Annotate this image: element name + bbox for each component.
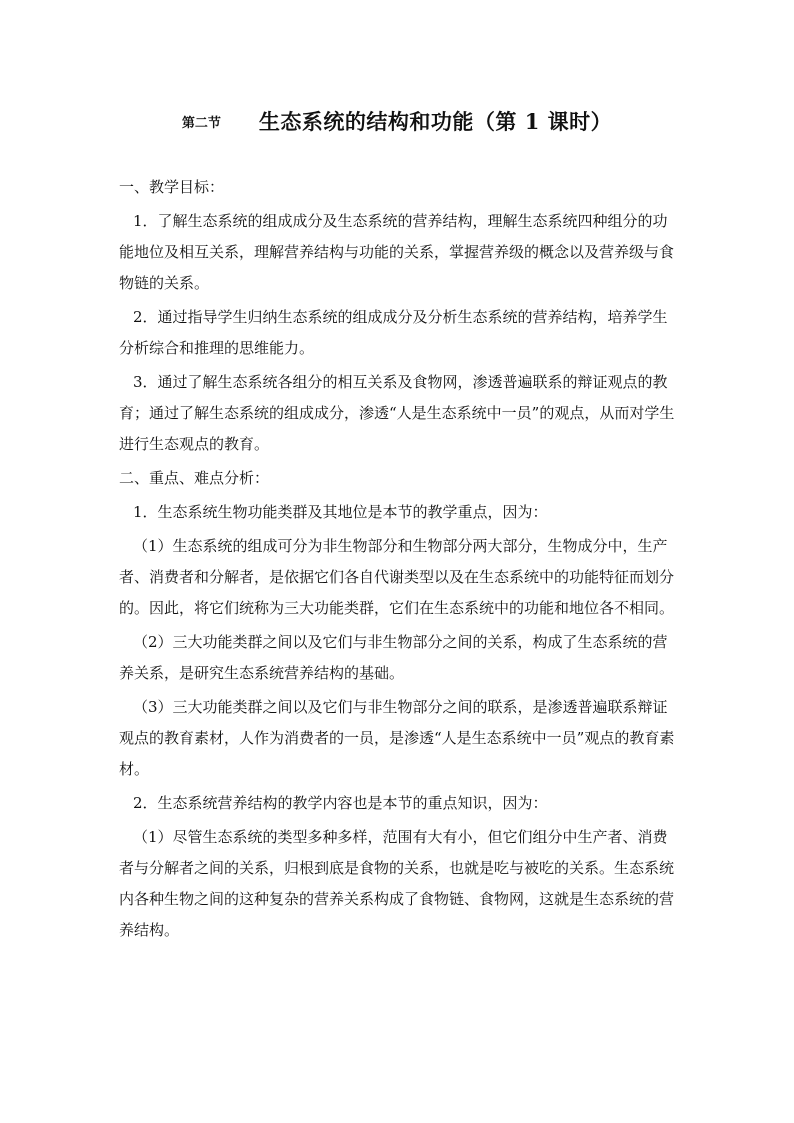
paragraph: 3．通过了解生态系统各组分的相互关系及食物网，渗透普遍联系的辩证观点的教育；通过了解生态系统的组成成分，渗透“人是生态系统中一员”的观点，从而对学生进行生态观点的教育。 <box>119 373 675 453</box>
section-label: 第二节 <box>181 115 221 131</box>
section-heading-objectives: 一、教学目标： <box>119 178 225 196</box>
paragraph: （3）三大功能类群之间以及它们与非生物部分之间的联系，是渗透普遍联系辩证观点的教育素材，人作为消费者的一员，是渗透“人是生态系统中一员”观点的教育素材。 <box>119 698 675 778</box>
paragraph: 1．了解生态系统的组成成分及生态系统的营养结构，理解生态系统四种组分的功能地位及相互关系，理解营养结构与功能的关系，掌握营养级的概念以及营养级与食物链的关系。 <box>119 212 675 292</box>
page-title <box>0 106 794 136</box>
paragraph: （1）生态系统的组成可分为非生物部分和生物部分两大部分，生物成分中，生产者、消费者和分解者，是依据它们各自代谢类型以及在生态系统中的功能特征而划分的。因此，将它们统称为三大功能类群，它们在生态系统中的功能和地位各不相同。 <box>119 537 675 617</box>
paragraph: （2）三大功能类群之间以及它们与非生物部分之间的关系，构成了生态系统的营养关系，是研究生态系统营养结构的基础。 <box>119 633 668 682</box>
lesson-title: 生态系统的结构和功能（第 1 课时） <box>258 109 613 134</box>
document-body <box>119 172 675 946</box>
paragraph: 2．通过指导学生归纳生态系统的组成成分及分析生态系统的营养结构，培养学生分析综合和推理的思维能力。 <box>119 308 668 357</box>
paragraph: （1）尽管生态系统的类型多种多样，范围有大有小，但它们组分中生产者、消费者与分解者之间的关系，归根到底是食物的关系，也就是吃与被吃的关系。生态系统内各种生物之间的这种复杂的营养关系构成了食物链、食物网，这就是生态系统的营养结构。 <box>119 828 675 939</box>
section-heading-key-points: 二、重点、难点分析： <box>119 469 270 487</box>
paragraph: 1．生态系统生物功能类群及其地位是本节的教学重点，因为： <box>133 503 548 521</box>
paragraph: 2．生态系统营养结构的教学内容也是本节的重点知识，因为： <box>133 794 548 812</box>
